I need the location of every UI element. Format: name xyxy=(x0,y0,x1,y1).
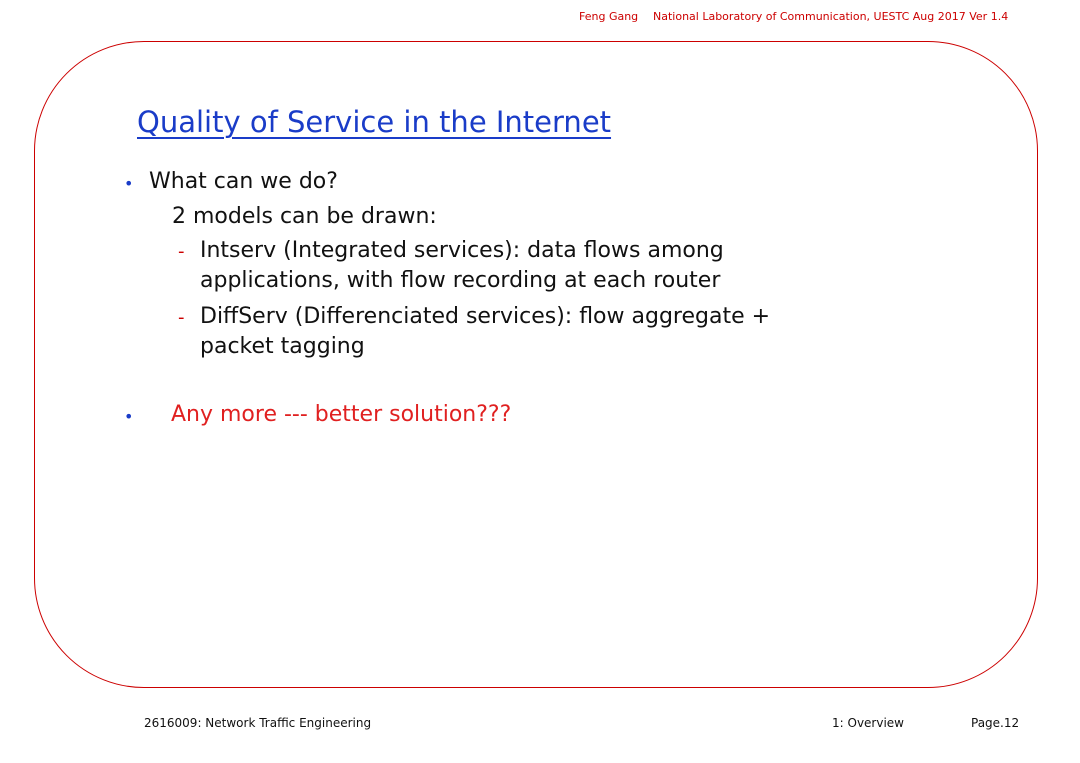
dash-icon: - xyxy=(178,307,185,328)
author-name: Feng Gang xyxy=(579,10,639,23)
footer-page-number: Page.12 xyxy=(971,716,1020,730)
dash-icon: - xyxy=(178,241,185,262)
bullet-better-solution: Any more --- better solution??? xyxy=(171,402,512,427)
intserv-line-2: applications, with flow recording at each router xyxy=(200,268,721,293)
bullet-icon: • xyxy=(124,174,134,193)
diffserv-line-1: DiffServ (Differenciated services): flow aggregate + xyxy=(200,304,771,329)
diffserv-line-2: packet tagging xyxy=(200,334,365,359)
lab-info: National Laboratory of Communication, UESTC Aug 2017 Ver 1.4 xyxy=(653,10,1009,23)
models-intro: 2 models can be drawn: xyxy=(172,204,437,229)
slide-header xyxy=(0,10,1080,30)
bullet-what-can-we-do: What can we do? xyxy=(149,169,338,194)
bullet-icon: • xyxy=(124,407,134,426)
intserv-line-1: Intserv (Integrated services): data flows among xyxy=(200,238,724,263)
footer-chapter: 1: Overview xyxy=(832,716,904,730)
footer-course: 2616009: Network Traffic Engineering xyxy=(144,716,372,730)
slide-title: Quality of Service in the Internet xyxy=(137,105,612,139)
